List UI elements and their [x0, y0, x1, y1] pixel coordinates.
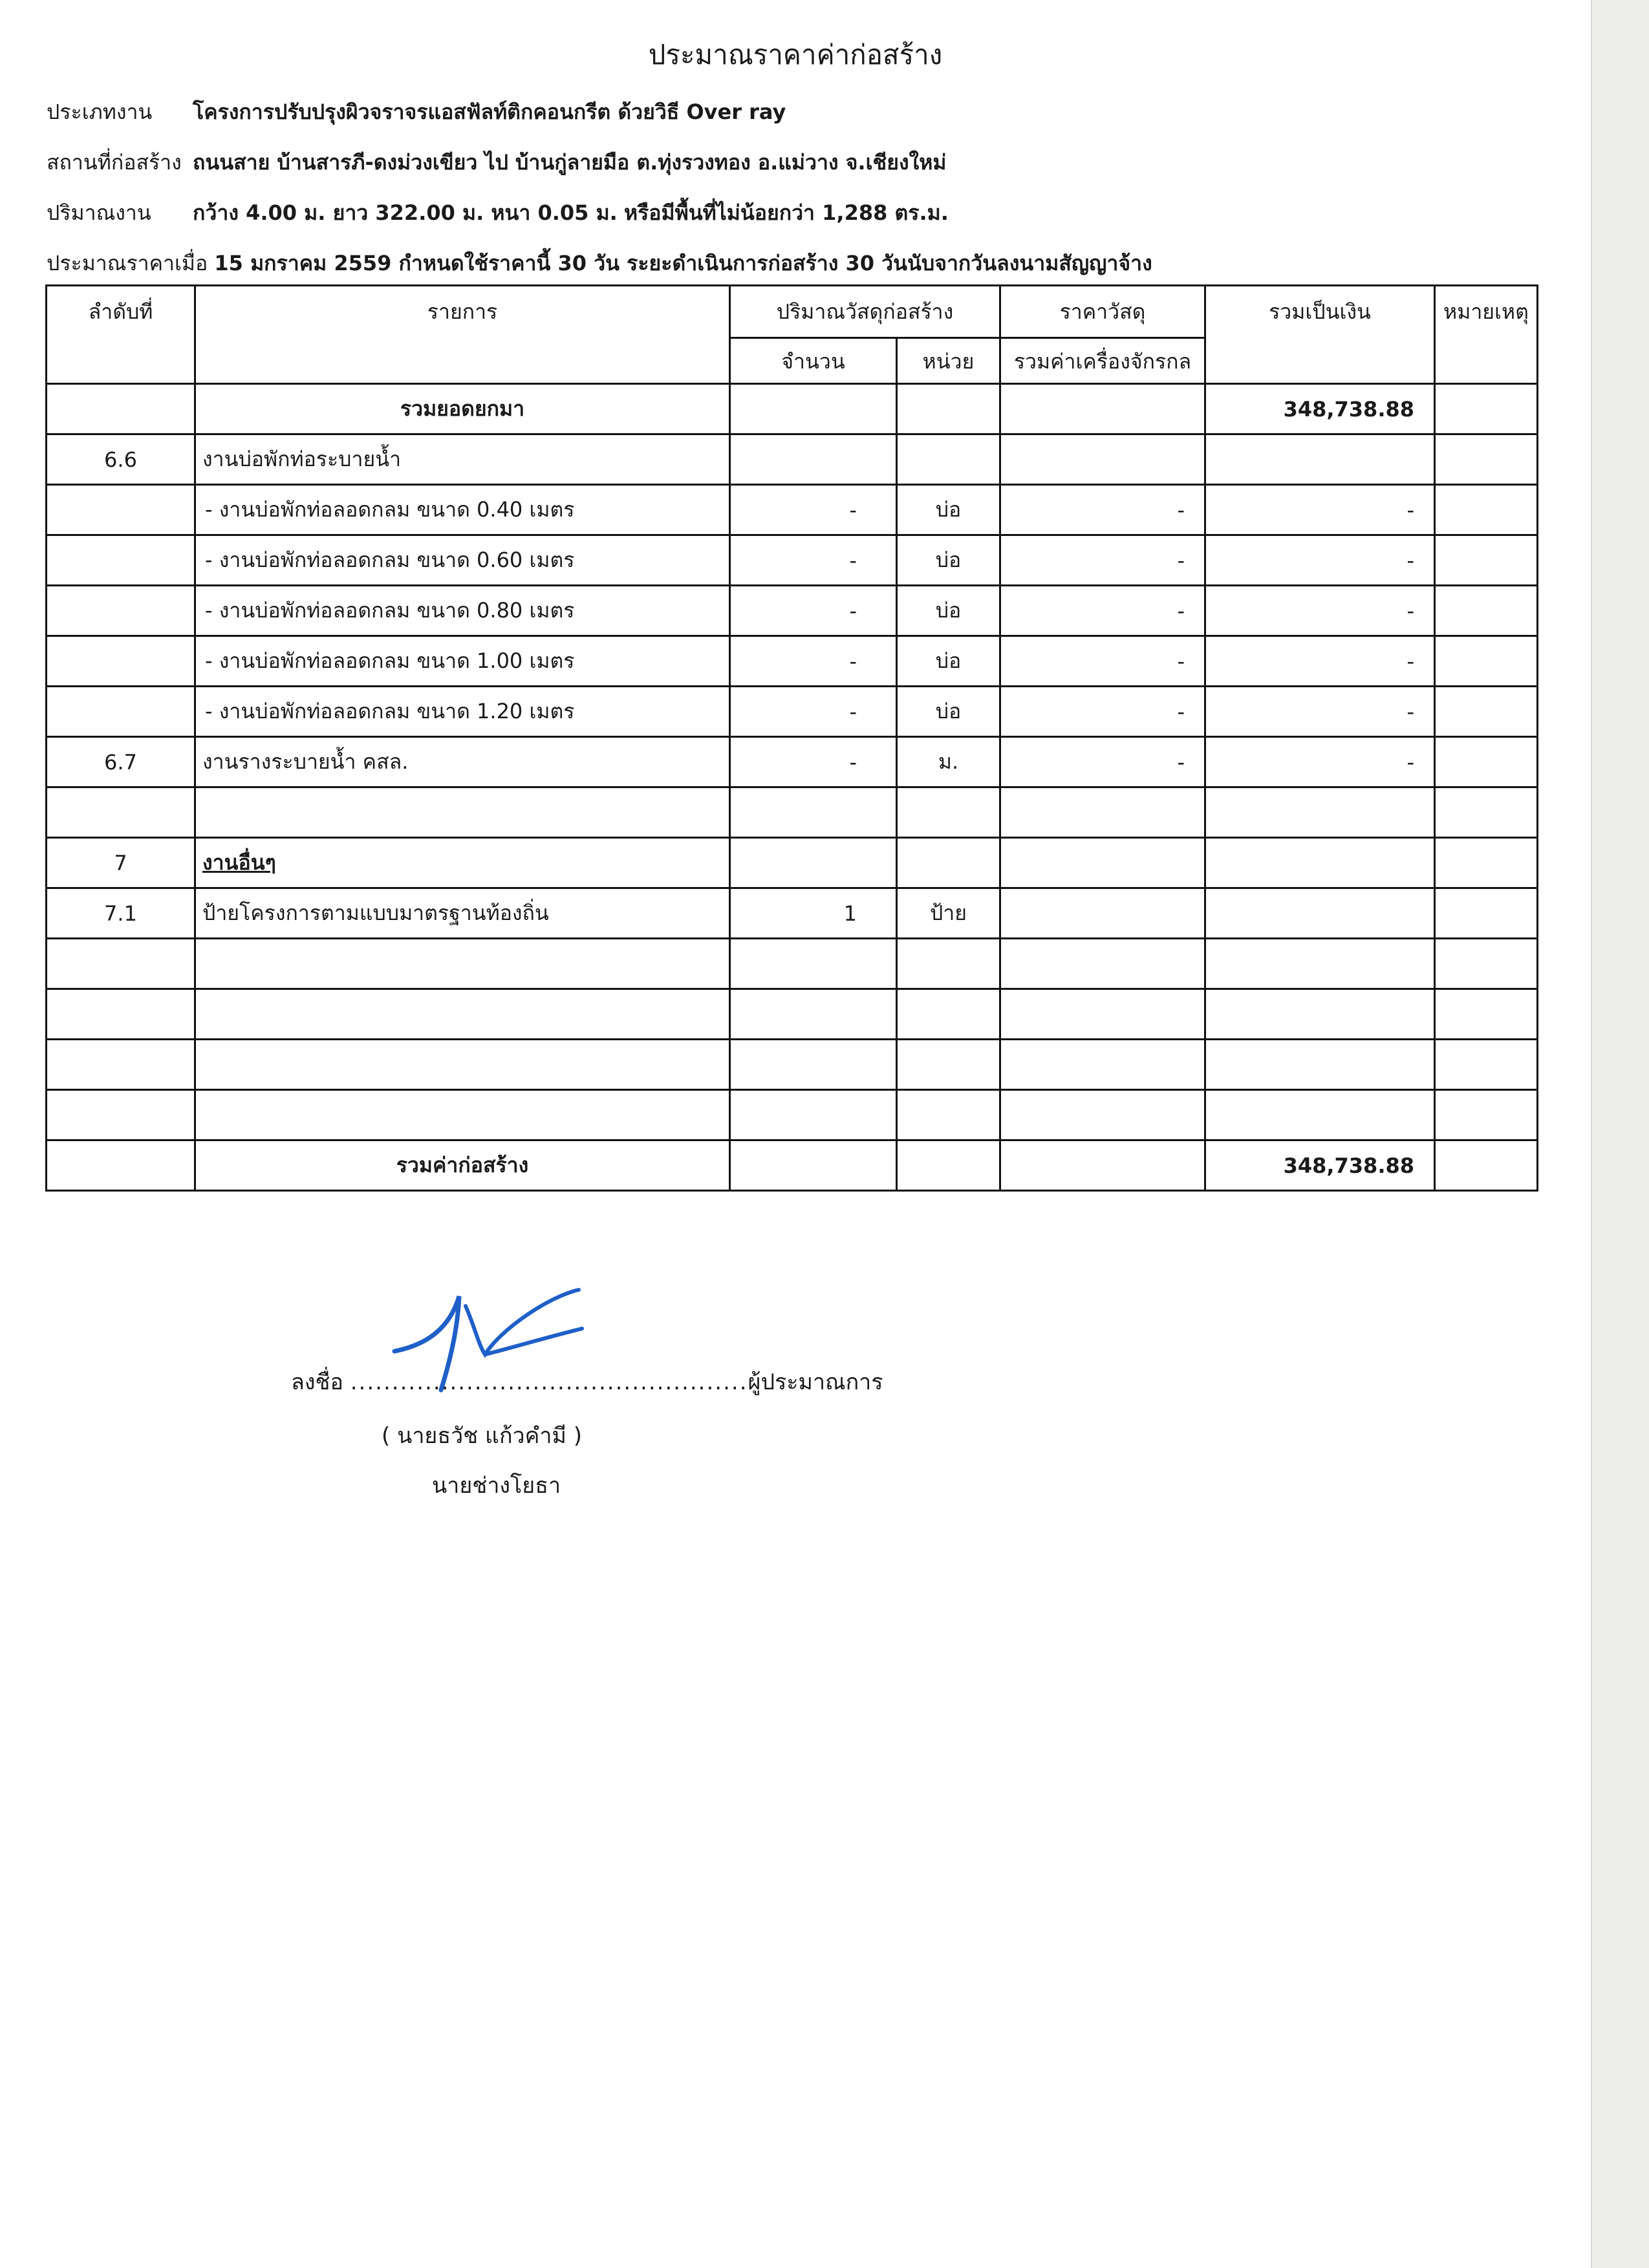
row-remark — [1435, 636, 1538, 687]
carried-total: 348,738.88 — [1205, 384, 1435, 434]
grand-total-row — [47, 1140, 1538, 1191]
row-qty: - — [730, 535, 897, 586]
row-qty: - — [730, 636, 897, 687]
header-unit: หน่วย — [897, 338, 1000, 384]
row-qty: - — [730, 687, 897, 737]
row-total — [1205, 434, 1435, 485]
row-remark — [1435, 687, 1538, 737]
signer-position: นายช่างโยธา — [432, 1473, 561, 1499]
row-price: - — [1000, 737, 1205, 787]
row-no — [47, 535, 195, 586]
row-total: - — [1205, 737, 1435, 787]
estimate-line — [47, 247, 1152, 280]
blank-row — [47, 989, 1538, 1040]
work-type-value: โครงการปรับปรุงผิวจราจรแอสฟัลท์ติกคอนกรีต ด้วยวิธี Over ray — [193, 100, 786, 124]
row-price — [1000, 787, 1205, 838]
row-item: - งานบ่อพักท่อลอดกลม ขนาด 0.40 เมตร — [195, 485, 730, 535]
row-unit: บ่อ — [897, 636, 1000, 687]
table-row — [47, 434, 1538, 485]
quantity-line — [47, 197, 949, 230]
row-item: - งานบ่อพักท่อลอดกลม ขนาด 0.60 เมตร — [195, 535, 730, 586]
item-rows — [47, 434, 1538, 939]
row-remark — [1435, 434, 1538, 485]
row-price: - — [1000, 485, 1205, 535]
row-item: งานรางระบายน้ำ คสล. — [195, 737, 730, 787]
row-unit — [897, 787, 1000, 838]
document-title: ประมาณราคาค่าก่อสร้าง — [648, 39, 943, 70]
row-total: - — [1205, 586, 1435, 636]
row-unit: บ่อ — [897, 687, 1000, 737]
row-total: - — [1205, 636, 1435, 687]
quantity-label: ปริมาณงาน — [47, 200, 151, 225]
row-no — [47, 787, 195, 838]
work-type-line — [47, 96, 786, 129]
table-header-row — [47, 286, 1538, 338]
row-no: 6.7 — [47, 737, 195, 787]
row-item: ป้ายโครงการตามแบบมาตรฐานท้องถิ่น — [195, 888, 730, 939]
row-remark — [1435, 787, 1538, 838]
row-price: - — [1000, 586, 1205, 636]
row-total: - — [1205, 535, 1435, 586]
row-remark — [1435, 535, 1538, 586]
sign-label: ลงชื่อ — [291, 1369, 343, 1395]
row-qty: 1 — [730, 888, 897, 939]
row-item: - งานบ่อพักท่อลอดกลม ขนาด 0.80 เมตร — [195, 586, 730, 636]
sign-dots: ................................................ — [350, 1369, 748, 1395]
location-label: สถานที่ก่อสร้าง — [47, 150, 182, 175]
table-row — [47, 485, 1538, 535]
row-qty: - — [730, 485, 897, 535]
row-no: 6.6 — [47, 434, 195, 485]
row-price — [1000, 888, 1205, 939]
blank-row — [47, 1090, 1538, 1140]
row-item: - งานบ่อพักท่อลอดกลม ขนาด 1.00 เมตร — [195, 636, 730, 687]
header-material-qty: ปริมาณวัสดุก่อสร้าง — [730, 286, 1000, 338]
row-unit: บ่อ — [897, 535, 1000, 586]
row-remark — [1435, 485, 1538, 535]
row-unit: บ่อ — [897, 485, 1000, 535]
row-unit: ม. — [897, 737, 1000, 787]
table-row — [47, 787, 1538, 838]
location-line — [47, 146, 946, 179]
table-row — [47, 888, 1538, 939]
table-cell — [1435, 384, 1538, 434]
row-total — [1205, 838, 1435, 888]
table-row — [47, 535, 1538, 586]
header-no: ลำดับที่ — [47, 286, 195, 384]
signer-name: ( นายธวัช แก้วคำมี ) — [382, 1423, 582, 1449]
row-item — [195, 787, 730, 838]
row-no: 7.1 — [47, 888, 195, 939]
row-price: - — [1000, 535, 1205, 586]
work-type-label: ประเภทงาน — [47, 100, 153, 124]
row-qty — [730, 838, 897, 888]
estimate-table — [45, 284, 1538, 1192]
row-unit — [897, 838, 1000, 888]
blank-row — [47, 1040, 1538, 1090]
table-row — [47, 636, 1538, 687]
row-unit — [897, 434, 1000, 485]
row-qty: - — [730, 586, 897, 636]
estimate-label: ประมาณราคาเมื่อ — [47, 251, 208, 275]
row-total: - — [1205, 485, 1435, 535]
row-price: - — [1000, 636, 1205, 687]
table-row — [47, 737, 1538, 787]
quantity-value: กว้าง 4.00 ม. ยาว 322.00 ม. หนา 0.05 ม. — [193, 200, 618, 225]
row-remark — [1435, 586, 1538, 636]
row-item: งานอื่นๆ — [195, 838, 730, 888]
header-total: รวมเป็นเงิน — [1205, 286, 1435, 384]
table-cell — [1000, 1140, 1205, 1191]
table-cell — [1435, 1140, 1538, 1191]
grand-label: รวมค่าก่อสร้าง — [195, 1140, 730, 1191]
header-material-price: ราคาวัสดุ — [1000, 286, 1205, 338]
row-no — [47, 586, 195, 636]
row-qty — [730, 787, 897, 838]
table-cell — [897, 1140, 1000, 1191]
header-remark: หมายเหตุ — [1435, 286, 1538, 384]
table-row — [47, 687, 1538, 737]
carried-label: รวมยอดยกมา — [195, 384, 730, 434]
row-remark — [1435, 888, 1538, 939]
row-remark — [1435, 737, 1538, 787]
row-qty — [730, 434, 897, 485]
row-no — [47, 485, 195, 535]
header-machine: รวมค่าเครื่องจักรกล — [1000, 338, 1205, 384]
row-item: งานบ่อพักท่อระบายน้ำ — [195, 434, 730, 485]
table-cell — [730, 1140, 897, 1191]
row-item: - งานบ่อพักท่อลอดกลม ขนาด 1.20 เมตร — [195, 687, 730, 737]
row-no: 7 — [47, 838, 195, 888]
row-price — [1000, 434, 1205, 485]
row-price — [1000, 838, 1205, 888]
table-row — [47, 586, 1538, 636]
scan-edge — [1591, 0, 1649, 2268]
carried-forward-row — [47, 384, 1538, 434]
row-remark — [1435, 838, 1538, 888]
row-total — [1205, 787, 1435, 838]
row-price: - — [1000, 687, 1205, 737]
grand-total: 348,738.88 — [1205, 1140, 1435, 1191]
row-no — [47, 687, 195, 737]
row-total — [1205, 888, 1435, 939]
header-amount: จำนวน — [730, 338, 897, 384]
row-no — [47, 636, 195, 687]
sign-role: ผู้ประมาณการ — [748, 1369, 883, 1395]
quantity-area: หรือมีพื้นที่ไม่น้อยกว่า 1,288 ตร.ม. — [624, 200, 949, 225]
signature-line — [291, 1364, 883, 1399]
table-cell — [47, 384, 195, 434]
estimate-text: 15 มกราคม 2559 กำหนดใช้ราคานี้ 30 วัน ระยะดำเนินการก่อสร้าง 30 วันนับจากวันลงนามสัญญาจ้าง — [214, 251, 1152, 275]
table-cell — [1000, 384, 1205, 434]
row-unit: ป้าย — [897, 888, 1000, 939]
table-cell — [897, 384, 1000, 434]
row-qty: - — [730, 737, 897, 787]
row-total: - — [1205, 687, 1435, 737]
blank-row — [47, 939, 1538, 989]
location-value: ถนนสาย บ้านสารภี-ดงม่วงเขียว ไป บ้านกู่ลายมือ ต.ทุ่งรวงทอง อ.แม่วาง จ.เชียงใหม่ — [193, 150, 947, 175]
table-row — [47, 838, 1538, 888]
header-item: รายการ — [195, 286, 730, 384]
table-cell — [730, 384, 897, 434]
row-unit: บ่อ — [897, 586, 1000, 636]
table-cell — [47, 1140, 195, 1191]
